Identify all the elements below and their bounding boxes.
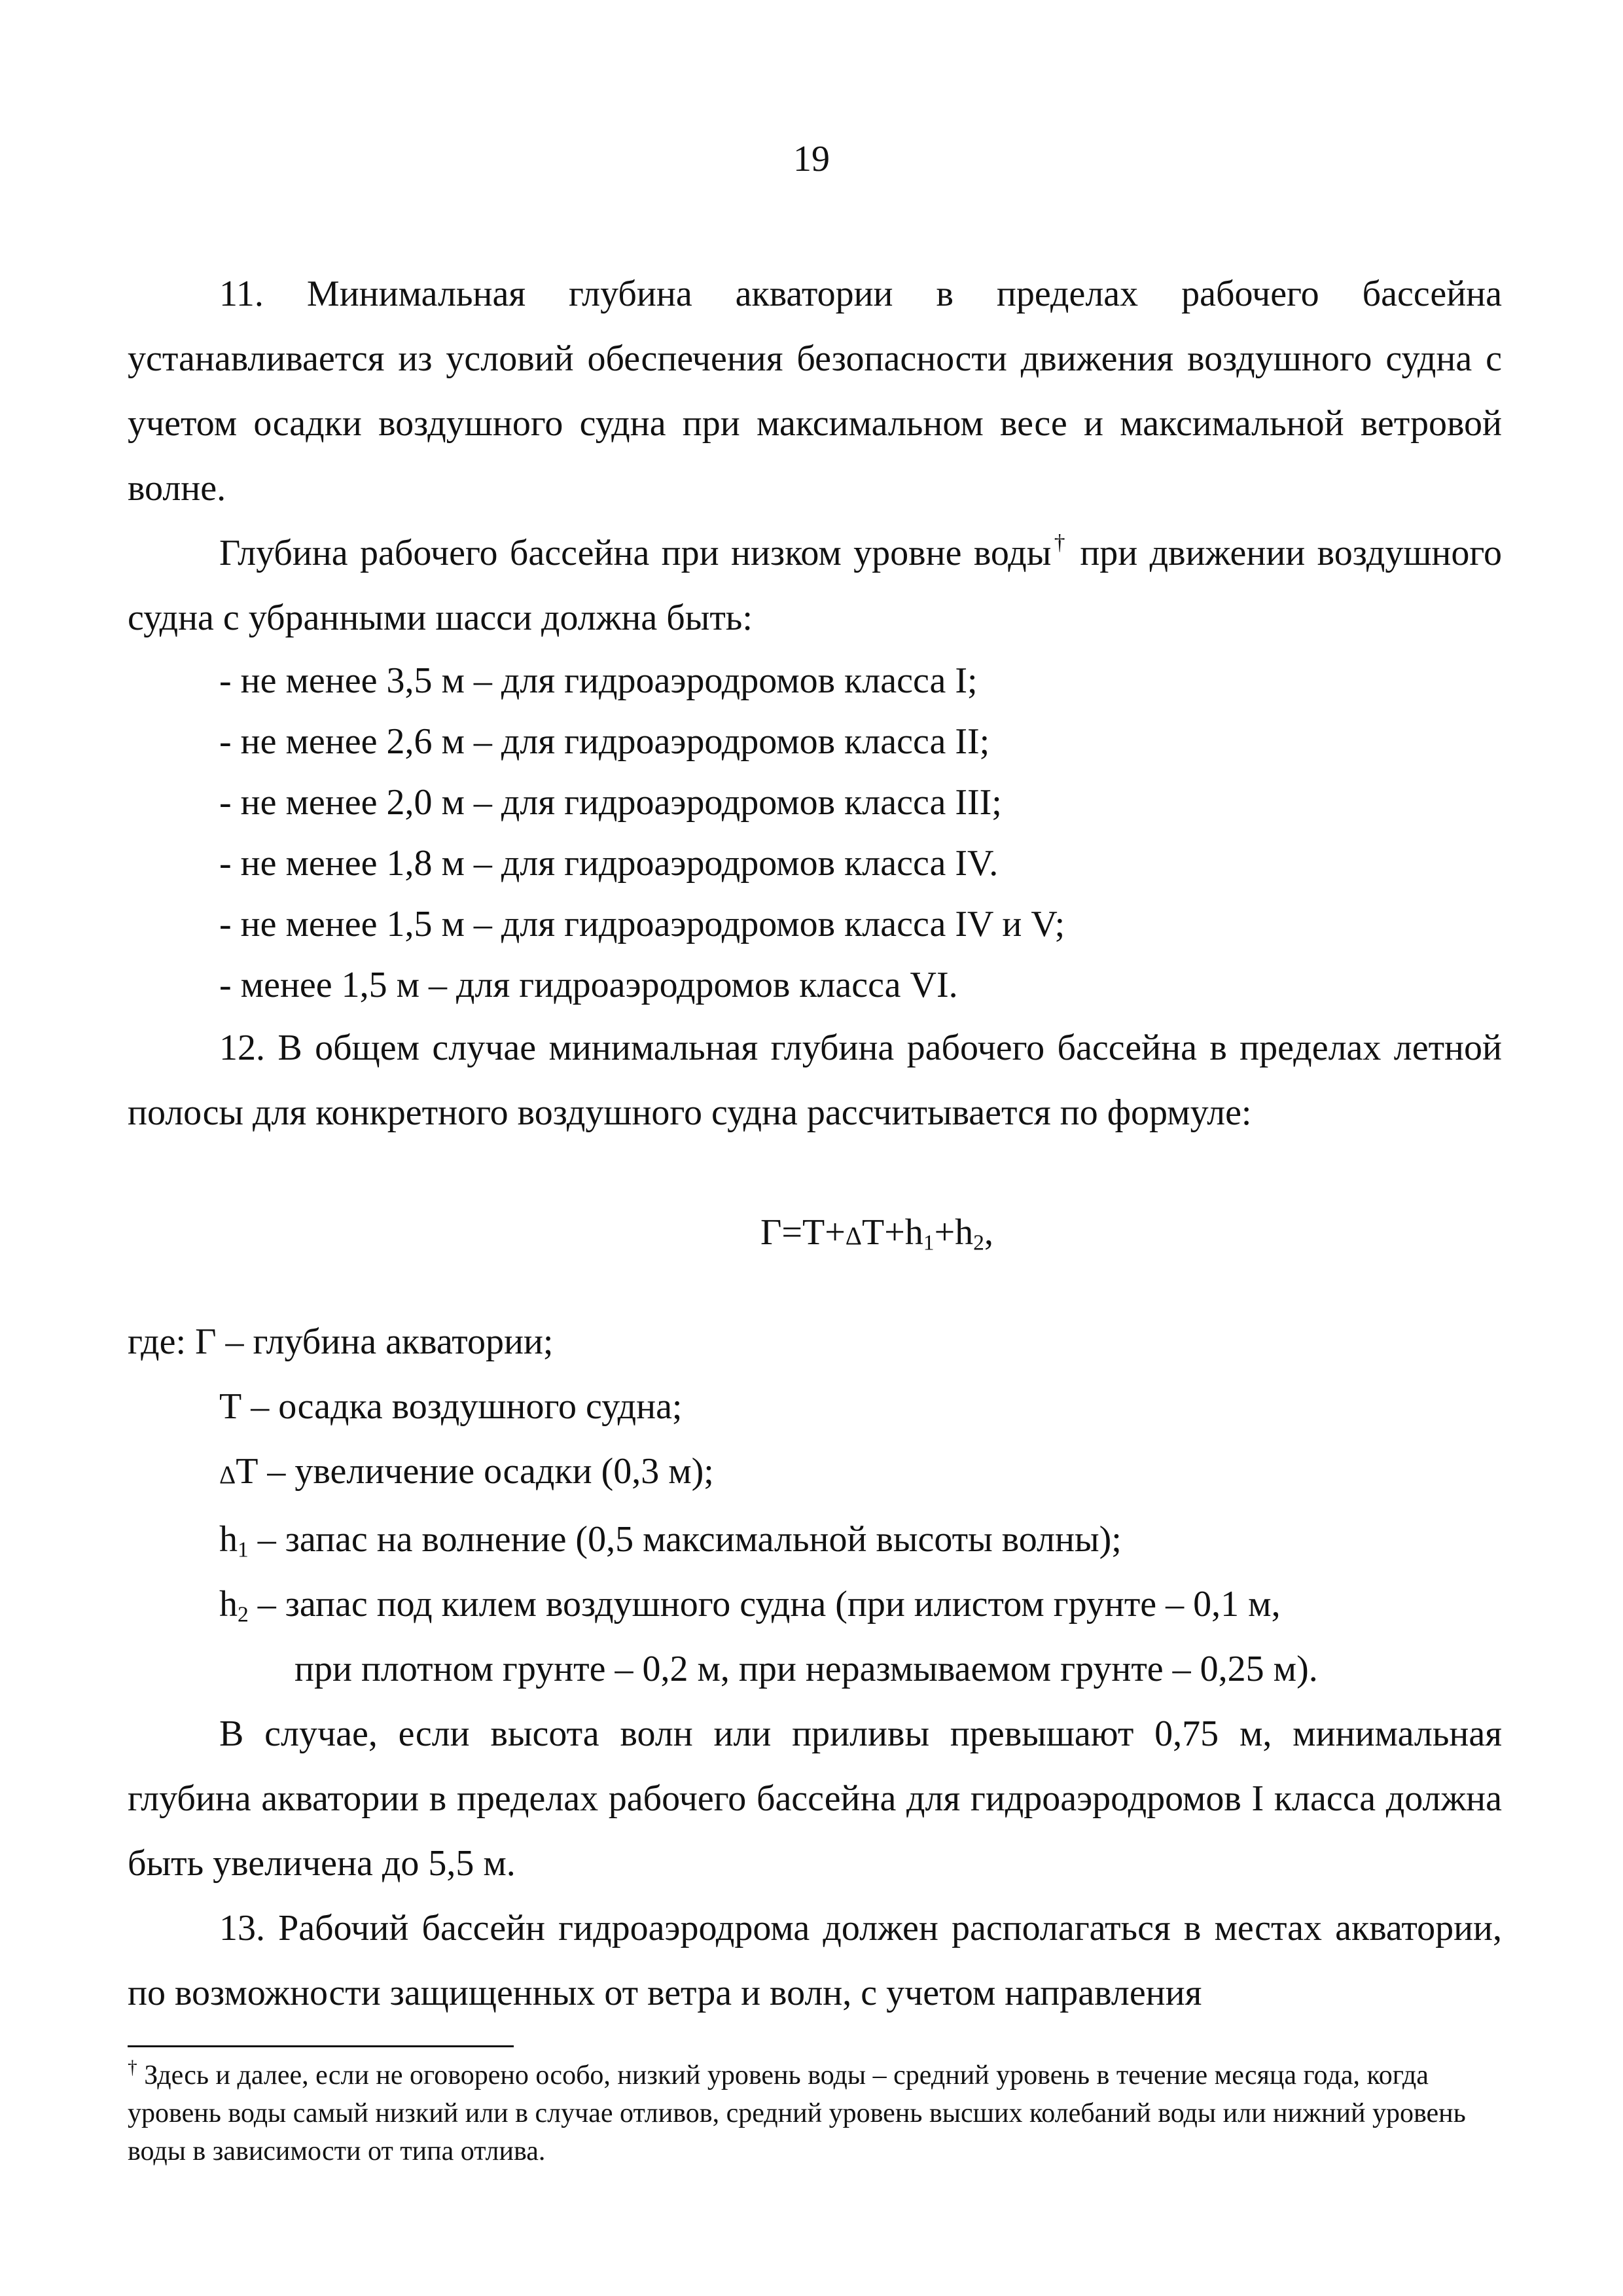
formula-part: Т+h: [861, 1212, 923, 1253]
formula-definitions: [128, 1310, 1502, 1702]
formula-part: +h: [934, 1212, 974, 1253]
definition-subscript: 2: [238, 1602, 249, 1627]
list-item: - не менее 1,8 м – для гидроаэродромов класса IV.: [219, 843, 999, 884]
footnote: [128, 2056, 1502, 2170]
paragraph-13: 13. Рабочий бассейн гидроаэродрома должен располагаться в местах акватории, по возможности защищенных от ветра и волн, с учетом направления: [128, 1908, 1502, 2013]
paragraph-waves: В случае, если высота волн или приливы превышают 0,75 м, минимальная глубина акватории в пределах рабочего бассейна для гидроаэродромов I класса должна быть увеличена до 5,5 м.: [128, 1713, 1502, 1884]
definition-subscript: 1: [238, 1537, 249, 1562]
formula-part: ,: [984, 1212, 993, 1253]
footnote-marker: †: [128, 2056, 137, 2078]
list-item: - не менее 1,5 м – для гидроаэродромов класса IV и V;: [219, 904, 1065, 944]
list-item: - не менее 2,0 м – для гидроаэродромов класса III;: [219, 782, 1002, 823]
definition-g: где: Г – глубина акватории;: [128, 1321, 554, 1362]
delta-symbol: Δ: [219, 1461, 236, 1489]
formula-delta: Δ: [845, 1222, 862, 1250]
footnote-reference[interactable]: †: [1051, 530, 1068, 555]
body-text: [128, 262, 1502, 2026]
formula-subscript: 2: [973, 1230, 984, 1255]
definition-h1: [128, 1507, 1502, 1572]
page-number: 19: [793, 139, 830, 179]
definition-t: Т – осадка воздушного судна;: [219, 1386, 683, 1427]
depth-formula: [128, 1212, 1502, 1255]
depth-intro-continuation: при движении воздушного судна с убранными шасси должна быть:: [128, 533, 1502, 638]
list-item: - не менее 3,5 м – для гидроаэродромов класса I;: [219, 660, 978, 701]
list-item: - не менее 2,6 м – для гидроаэродромов класса II;: [219, 721, 990, 762]
definition-text: – запас на волнение (0,5 максимальной высоты волны);: [248, 1519, 1122, 1560]
depth-requirements-list: [128, 651, 1502, 1016]
paragraph-11: 11. Минимальная глубина акватории в пределах рабочего бассейна устанавливается из условий обеспечения безопасности движения воздушного судна с учетом осадки воздушного судна при максимальном весе и максимальной ветровой волне.: [128, 274, 1502, 509]
definition-text: Т – увеличение осадки (0,3 м);: [236, 1451, 714, 1492]
depth-intro-text: Глубина рабочего бассейна при низком уровне воды: [219, 533, 1052, 573]
definition-symbol: h: [219, 1519, 238, 1560]
footnote-text-block: [128, 2056, 1502, 2170]
footnote-divider: [128, 2045, 514, 2047]
formula-part: Г=Т+: [760, 1212, 846, 1253]
definition-delta-t: [128, 1439, 1502, 1507]
definition-h2: [128, 1572, 1502, 1702]
paragraph-12: 12. В общем случае минимальная глубина рабочего бассейна в пределах летной полосы для конкретного воздушного судна рассчитывается по формуле:: [128, 1028, 1502, 1133]
list-item: - менее 1,5 м – для гидроаэродромов класса VI.: [219, 965, 958, 1005]
definition-text: – запас под килем воздушного судна (при илистом грунте – 0,1 м,: [248, 1584, 1281, 1624]
formula-subscript: 1: [923, 1230, 935, 1255]
paragraph-depth-intro: [128, 521, 1502, 651]
definition-symbol: h: [219, 1584, 238, 1624]
definition-continuation: при плотном грунте – 0,2 м, при неразмываемом грунте – 0,25 м).: [294, 1649, 1318, 1689]
footnote-text: Здесь и далее, если не оговорено особо, низкий уровень воды – средний уровень в течение месяца года, когда уровень воды самый низкий или в случае отливов, средний уровень высших колебаний воды или нижний уровень воды в зависимости от типа отлива.: [128, 2060, 1466, 2166]
